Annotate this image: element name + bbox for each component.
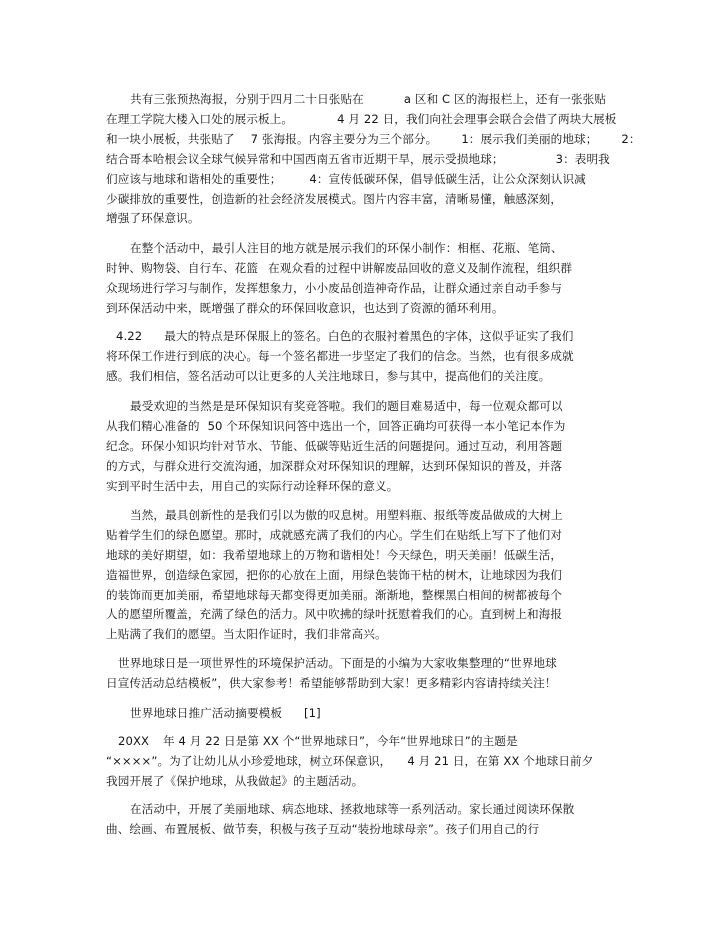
text-line: 上贴满了我们的愿望。当太阳作证时，我们非常高兴。 — [106, 627, 387, 641]
text-line: 共有三张预热海报，分别于四月二十日张贴在 a 区和 C 区的海报栏上，还有一张张贴 — [130, 92, 607, 106]
text-line: 实到平时生活中去，用自己的实际行动诠释环保的意义。 — [106, 479, 399, 493]
text-line: 世界地球日是一项世界性的环境保护活动。下面是的小编为大家收集整理的“世界地球 — [118, 656, 557, 670]
text-line: 纪念。环保小知识均针对节水、节能、低碳等贴近生活的问题提问。通过互动，利用答题 — [106, 439, 563, 453]
text-line: 的方式，与群众进行交流沟通，加深群众对环保知识的理解，达到环保知识的普及，并落 — [106, 459, 563, 473]
text-line: 从我们精心准备的 50 个环保知识问答中选出一个，回答正确均可获得一本小笔记本作为 — [106, 419, 566, 433]
text-line: 和一块小展板，共张贴了 7 张海报。内容主要分为三个部分。 1：展示我们美丽的地球； 2： — [106, 132, 641, 146]
text-line: 少碳排放的重要性，创造新的社会经济发展模式。图片内容丰富，清晰易懂，触感深刻， — [106, 192, 563, 206]
text-line: 在活动中，开展了美丽地球、病态地球、拯救地球等一系列活动。家长通过阅读环保散 — [130, 802, 575, 816]
text-line: 众现场进行学习与制作，发挥想象力，小小废品创造神奇作品，让群众通过亲自动手参与 — [106, 281, 563, 295]
text-line: 20XX 年 4 月 22 日是第 XX 个“世界地球日”，今年“世界地球日”的主题是 — [118, 734, 518, 748]
text-line: 4.22 最大的特点是环保服上的签名。白色的衣服衬着黑色的字体，这似乎证实了我们 — [116, 329, 574, 343]
text-line: 结合哥本哈根会议全球气候异常和中国西南五省市近期干旱，展示受损地球； 3：表明我 — [106, 152, 610, 166]
text-line: 在整个活动中，最引人注目的地方就是展示我们的环保小制作：相框、花瓶、笔筒、 — [130, 241, 563, 255]
text-line: 造福世界，创造绿色家园，把你的心放在上面，用绿色装饰干枯的树木，让地球因为我们 — [106, 568, 563, 582]
text-line: 的装饰而更加美丽，希望地球每天都变得更加美丽。渐渐地，整棵黑白相间的树都被每个 — [106, 588, 563, 602]
text-line: 当然，最具创新性的是我们引以为傲的叹息树。用塑料瓶、报纸等废品做成的大树上 — [130, 508, 563, 522]
text-line: 增强了环保意识。 — [106, 211, 200, 225]
text-line: 们应该与地球和谐相处的重要性； 4：宣传低碳环保，倡导低碳生活，让公众深刻认识减 — [106, 172, 586, 186]
text-line: 在理工学院大楼入口处的展示板上。 4 月 22 日，我们向社会理事会联合会借了两块大展板 — [106, 112, 617, 126]
text-line: 地球的美好期望，如：我希望地球上的万物和谐相处！今天绿色，明天美丽！低碳生活， — [106, 548, 563, 562]
text-line: 我园开展了《保护地球，从我做起》的主题活动。 — [106, 774, 364, 788]
text-line: 最受欢迎的当然是是环保知识有奖竞答啦。我们的题目难易适中，每一位观众都可以 — [130, 399, 563, 413]
text-line: “××××”。为了让幼儿从小珍爱地球，树立环保意识， 4 月 21 日，在第 XX 个地球日前夕 — [106, 754, 594, 768]
section-heading: 世界地球日推广活动摘要模板 [1] — [130, 706, 321, 720]
text-line: 到环保活动中来，既增强了群众的环保回收意识，也达到了资源的循环利用。 — [106, 301, 504, 315]
text-line: 人的愿望所覆盖，充满了绿色的活力。风中吹拂的绿叶抚慰着我们的心。直到树上和海报 — [106, 607, 563, 621]
text-line: 贴着学生们的绿色愿望。那时，成就感充满了我们的内心。学生们在贴纸上写下了他们对 — [106, 528, 563, 542]
text-line: 将环保工作进行到底的决心。每一个签名都进一步坚定了我们的信念。当然，也有很多成就 — [106, 349, 574, 363]
text-line: 感。我们相信，签名活动可以让更多的人关注地球日，参与其中，提高他们的关注度。 — [106, 369, 551, 383]
text-line: 曲、绘画、布置展板、做节奏，积极与孩子互动“装扮地球母亲”。孩子们用自己的行 — [106, 822, 540, 836]
text-line: 日宣传活动总结模板”，供大家参考！希望能够帮助到大家！更多精彩内容请持续关注！ — [106, 676, 557, 690]
text-line: 时钟、购物袋、自行车、花篮 在观众看的过程中讲解废品回收的意义及制作流程，组织群 — [106, 261, 573, 275]
